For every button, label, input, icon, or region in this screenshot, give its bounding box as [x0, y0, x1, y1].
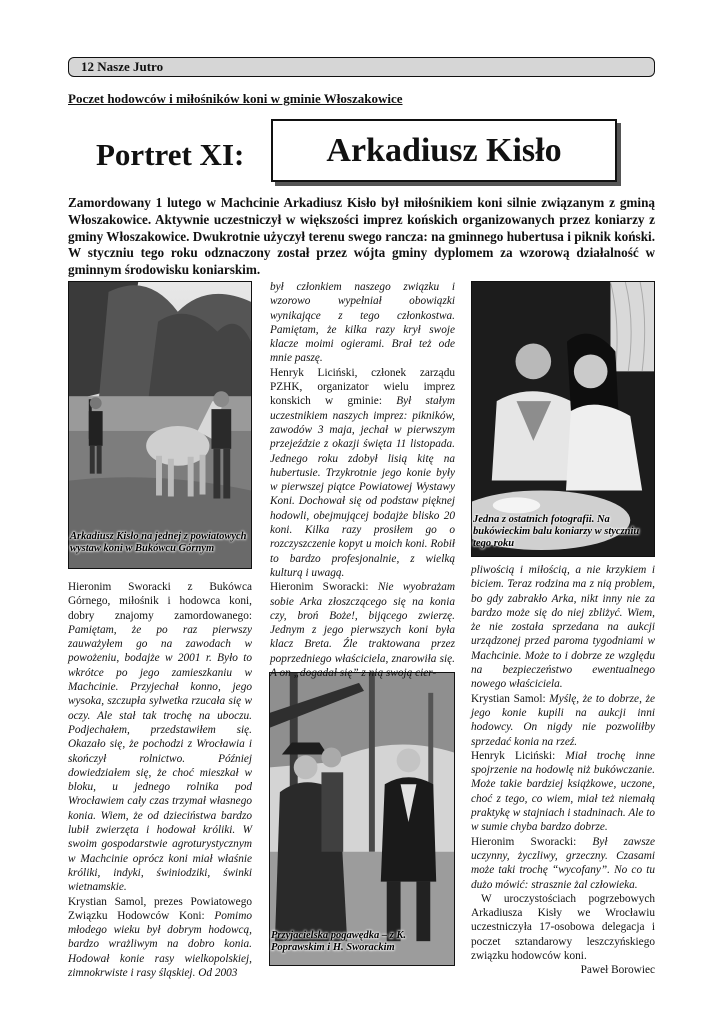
col1-quote-samol: Pomimo młodego wieku był dobrym hodowcą, bardzo wrażliwym na dobro konia. Hodował konie rasy wielkopolskiej, zimnokrwiste i rasy śląskiej. Od 2003: [68, 909, 252, 980]
col2-paragraph-licinski: [270, 366, 455, 580]
col3-paragraph-sworacki: [471, 835, 655, 892]
series-title: Poczet hodowców i miłośników koni w gminie Włoszakowice: [68, 91, 403, 106]
lead-paragraph: Zamordowany 1 lutego w Machcinie Arkadiusz Kisło był miłośnikiem koni silnie związanym z gminą Włoszakowice. Aktywnie uczestniczył w większości imprez końskich organizowanych przez koniarzy z gminy Włoszakowice. Dwukrotnie użyczył terenu swego rancza: na gminnego hubertusa i piknik koński. W styczniu tego roku odznaczony został przez wójta gminy dyplomem za wzorową działalność w gminnym środowisku koniarskim.: [68, 195, 655, 278]
author-signature: Paweł Borowiec: [580, 964, 655, 977]
col1-quote-sworacki: Pamiętam, że po raz pierwszy zauważyłem go na zawodach w powożeniu, bodajże w 2001 r. Było to wkrótce po jego zamieszkaniu w Machcinie. Przyjechał konno, jego wysoka, szczupła sylwetka rzucała się w oczy. Ale stał tak trochę na uboczu. Podjechałem, przedstawiłem się. Okazało się, że pochodzi z Wrocławia i skończył rolnictwo. Później dowiedziałem się, że choć mieszkał w bloku, u jednego rolnika pod Wrocławiem cały czas trzymał własnego konia. Wiem, że od dzieciństwa bardzo lubił zwierzęta i hodował króliki. W swoim gospodarstwie agroturystycznym w Machcinie oprócz koni miał właśnie króliki, indyki, świniodziki, świnki wietnamskie.: [68, 623, 252, 894]
page-number-and-magazine: 12 Nasze Jutro: [81, 59, 164, 74]
portrait-name-box: [271, 119, 617, 182]
col3-quote-licinski: Miał trochę inne spojrzenie na hodowlę niż bukówczanie. Może takie bardziej książkowe, uczone, choć z tego, co wiem, miał też niemałą praktykę w stajniach i stadninach. Ale to w sumie chyba bardzo dobrze.: [471, 749, 655, 834]
forest-photo: [269, 672, 455, 966]
horse-show-caption: Arkadiusz Kisło na jednej z powiatowych wystaw koni w Bukówcu Górnym: [70, 531, 247, 554]
col2-paragraph-samol-cont: [270, 280, 455, 366]
col2-quote-licinski: Był stałym uczestnikiem naszych imprez: pikników, zawodów 3 maja, jechał w pierwszym przejeździe z okazji święta 11 listopada. Jednego roku zdobył lisią kitę na hubertusie. Trzykrotnie jego konie były w pierwszej piątce Powiatowej Wystawy Koni. Dochował się od podstaw pięknej hodowli, obejmującej bodajże blisko 20 koni. Kilka razy prosiłem go o rozczyszczenie kopyt u moich koni. Robił to bardzo profesjonalnie, z wielką kulturą i uwagą.: [270, 395, 455, 579]
col1-paragraph-sworacki: [68, 580, 252, 895]
col3-quote-sworacki: Był zawsze uczynny, życzliwy, grzeczny. Czasami może taki trochę “wycofany”. No co tu dużo mówić: strasznie żal człowieka.: [471, 835, 655, 891]
ball-caption: Jedna z ostatnich fotografii. Na bukówieckim balu koniarzy w styczniu tego roku: [473, 514, 640, 549]
portrait-label: Portret XI:: [96, 137, 245, 172]
col3-speaker-licinski: Henryk Liciński:: [471, 749, 566, 762]
portrait-name: Arkadiusz Kisło: [326, 132, 562, 169]
article-column-3: [471, 563, 655, 978]
horse-show-image: [69, 282, 251, 568]
col3-paragraph-funeral: W uroczystościach pogrzebowych Arkadiusza Kisły we Wrocławiu uczestniczyła 17-osobowa delegacja i poczet sztandarowy leszczyńskiego związku hodowców koni.: [471, 892, 655, 963]
col3-paragraph-sworacki-cont: [471, 563, 655, 692]
article-column-1: [68, 580, 252, 980]
col1-speaker-samol: Krystian Samol, prezes Powiatowego Związku Hodowców Koni:: [68, 895, 252, 922]
col3-speaker-sworacki: Hieronim Sworacki:: [471, 835, 593, 848]
horse-show-photo: [68, 281, 252, 569]
col2-quote-samol-cont: był członkiem naszego związku i wzorowo wypełniał obowiązki wynikające z tego członkostwa. Pamiętam, że kilka razy krył swoje klacze moimi ogierami. Brał też ode mnie paszę.: [270, 281, 455, 365]
col1-paragraph-samol: [68, 895, 252, 981]
forest-image: [270, 673, 454, 965]
col3-quote-samol: Myślę, że to dobrze, że jego konie kupili na aukcji inni hodowcy. On nigdy nie pozwoliłby sprzedać konia na rzeź.: [471, 692, 655, 748]
col3-quote-sworacki-cont: pliwością i miłością, a nie krzykiem i biciem. Teraz rodzina ma z nią problem, bo gdy zabrakło Arka, nikt inny nie za bardzo może się do niej zbliżyć. Wiem, że nie została sprzedana na aukcji urządzonej przed paroma tygodniami w Machcinie. Może to i dobrze ze względu na bezpieczeństwo ewentualnego nowego właściciela.: [471, 564, 655, 691]
col2-speaker-licinski: Henryk Liciński, członek zarządu PZHK, organizator wielu imprez konskich w gminie:: [270, 366, 455, 408]
forest-caption: Przyjacielska pogawędka – z K. Poprawskim i H. Sworackim: [271, 930, 407, 953]
col2-paragraph-sworacki: [270, 580, 455, 680]
col2-quote-sworacki: Nie wyobrażam sobie Arka złoszczącego się na konia czy, broń Boże!, bijącego zwierzę. Jednym z jego pierwszych koni była klacz Breta. Źle traktowana przez poprzedniego właściciela, znarowiła się. A on „dogadał się” z nią swoją cier-: [270, 581, 455, 680]
page-header-bar: [68, 57, 655, 77]
col2-speaker-sworacki: Hieronim Sworacki:: [270, 581, 378, 594]
col1-speaker-sworacki: Hieronim Sworacki z Bukówca Górnego, miłośnik i hodowca koni, dobry znajomy zamordowanego:: [68, 581, 252, 622]
col3-paragraph-licinski: [471, 749, 655, 835]
col3-speaker-samol: Krystian Samol:: [471, 692, 550, 705]
article-column-2: [270, 280, 455, 680]
col3-paragraph-samol: [471, 692, 655, 749]
